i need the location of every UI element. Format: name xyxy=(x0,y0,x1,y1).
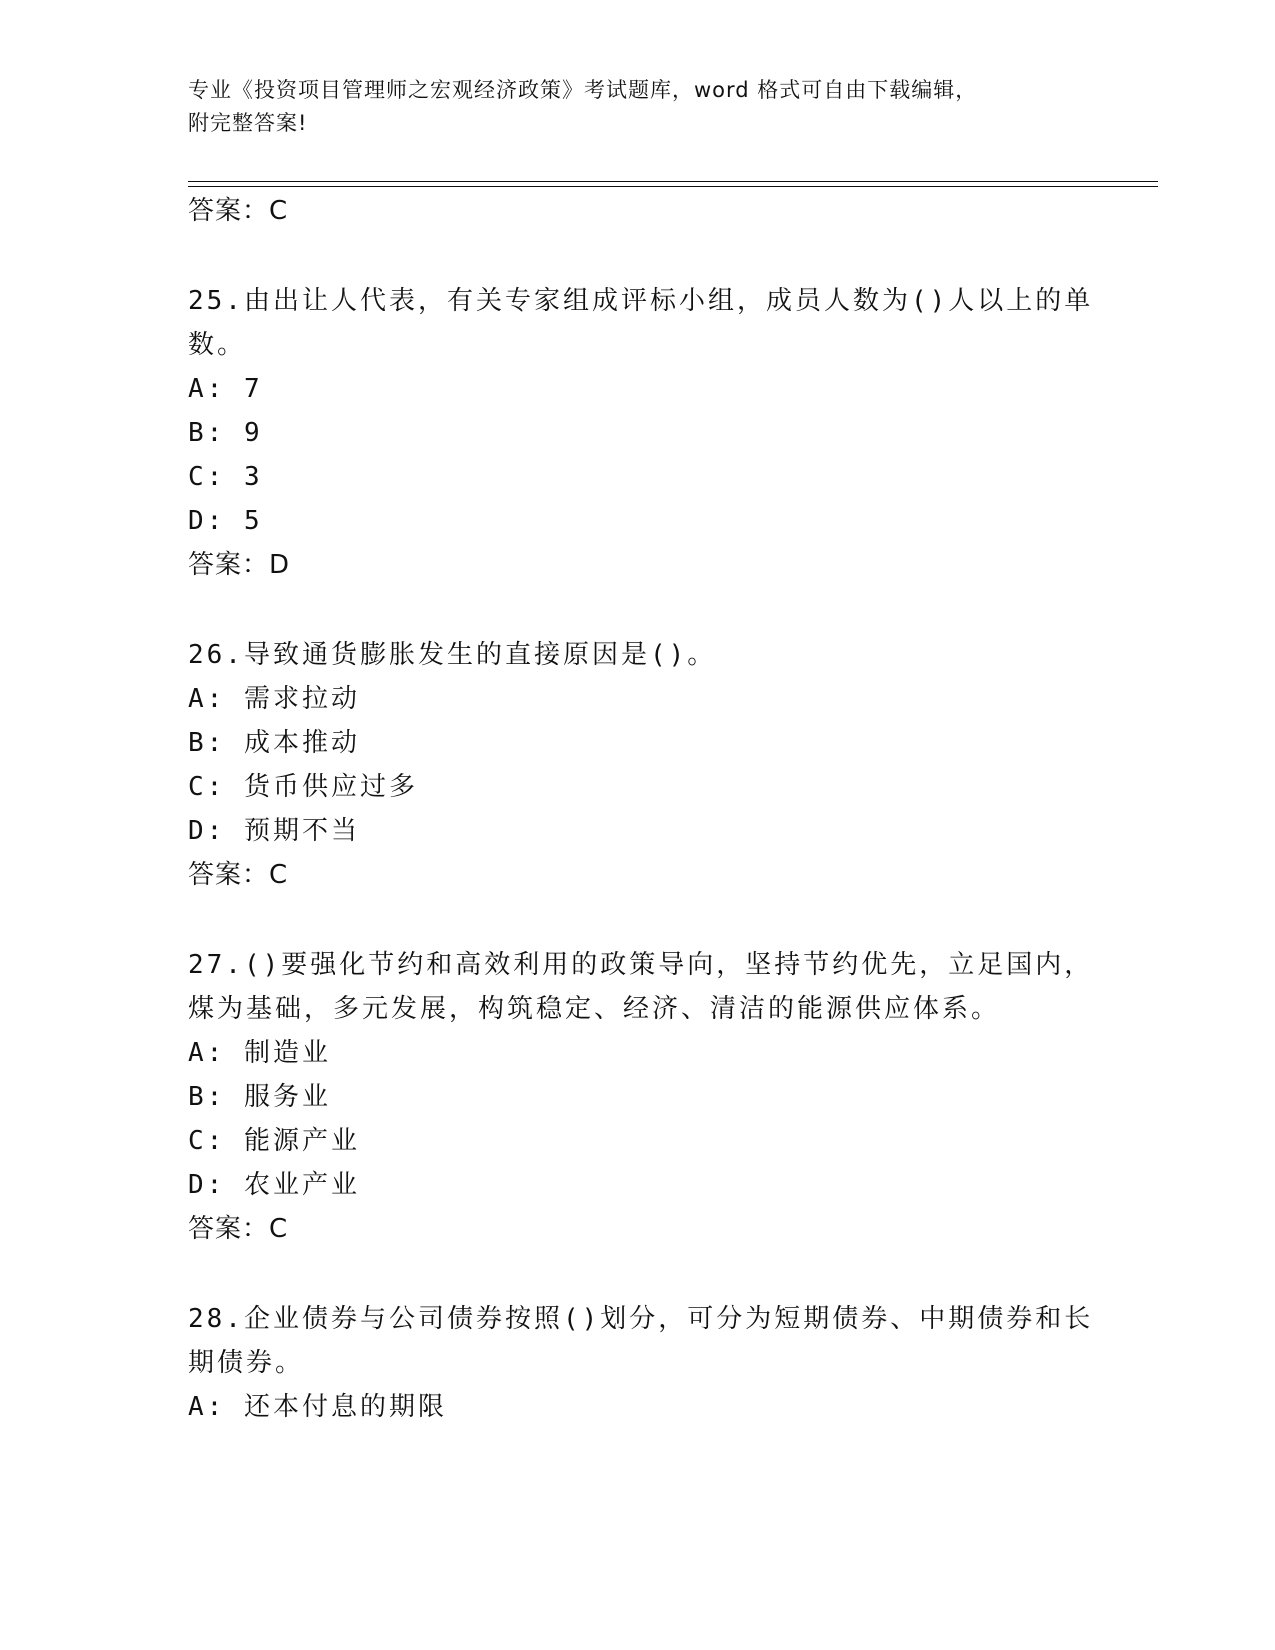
question-27-option-a: A: 制造业 xyxy=(188,1038,331,1068)
question-25-option-c: C: 3 xyxy=(188,462,263,492)
question-27-option-d: D: 农业产业 xyxy=(188,1170,360,1200)
question-25-text-line-2: 数。 xyxy=(188,330,247,360)
question-26-option-a: A: 需求拉动 xyxy=(188,684,360,714)
question-26-option-b: B: 成本推动 xyxy=(188,728,360,758)
answer-27: 答案：C xyxy=(188,1214,289,1244)
question-25-option-d: D: 5 xyxy=(188,506,263,536)
question-25-option-b: B: 9 xyxy=(188,418,263,448)
question-28-option-a: A: 还本付息的期限 xyxy=(188,1392,447,1422)
question-28-text-line-1: 28.企业债券与公司债券按照()划分，可分为短期债券、中期债券和长 xyxy=(188,1304,1094,1334)
answer-24: 答案：C xyxy=(188,196,289,226)
question-27-text-line-1: 27.()要强化节约和高效利用的政策导向，坚持节约优先，立足国内， xyxy=(188,950,1094,980)
question-28-text-line-2: 期债券。 xyxy=(188,1348,305,1378)
question-27-option-c: C: 能源产业 xyxy=(188,1126,360,1156)
header-divider-top xyxy=(188,181,1158,182)
question-25-text-line-1: 25.由出让人代表，有关专家组成评标小组，成员人数为()人以上的单 xyxy=(188,286,1094,316)
answer-26: 答案：C xyxy=(188,860,289,890)
question-26-option-c: C: 货币供应过多 xyxy=(188,772,418,802)
header-line-2: 附完整答案! xyxy=(188,111,308,135)
question-25-option-a: A: 7 xyxy=(188,374,263,404)
document-header xyxy=(188,74,1088,140)
question-26-text: 26.导致通货膨胀发生的直接原因是()。 xyxy=(188,640,717,670)
question-27-option-b: B: 服务业 xyxy=(188,1082,331,1112)
question-27-text-line-2: 煤为基础，多元发展，构筑稳定、经济、清洁的能源供应体系。 xyxy=(188,994,1001,1024)
answer-25: 答案：D xyxy=(188,550,291,580)
header-line-1: 专业《投资项目管理师之宏观经济政策》考试题库，word 格式可自由下载编辑， xyxy=(188,78,978,102)
header-divider-bottom xyxy=(188,186,1158,187)
question-26-option-d: D: 预期不当 xyxy=(188,816,360,846)
